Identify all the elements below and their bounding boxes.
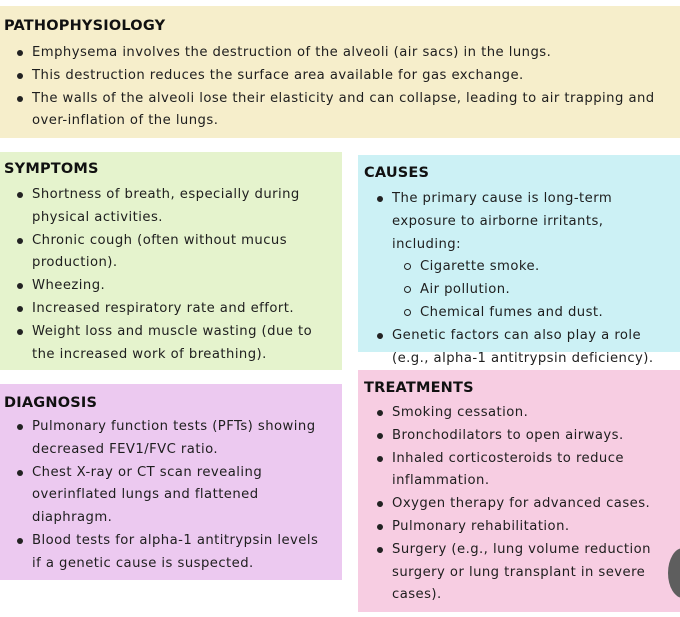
list-item: This destruction reduces the surface area available for gas exchange. bbox=[4, 65, 674, 88]
treatments-card bbox=[358, 370, 680, 612]
list-item: Chest X-ray or CT scan revealing overinflated lungs and flattened diaphragm. bbox=[4, 462, 326, 530]
list-item: Pulmonary function tests (PFTs) showing decreased FEV1/FVC ratio. bbox=[4, 416, 326, 462]
list-item: Oxygen therapy for advanced cases. bbox=[364, 493, 654, 516]
sub-list-item: Air pollution. bbox=[364, 279, 676, 302]
list-item: Surgery (e.g., lung volume reduction surgery or lung transplant in severe cases). bbox=[364, 539, 654, 607]
symptoms-list bbox=[4, 184, 314, 366]
symptoms-card bbox=[0, 152, 342, 370]
list-item: Increased respiratory rate and effort. bbox=[4, 298, 314, 321]
list-item: Smoking cessation. bbox=[364, 402, 654, 425]
list-item: The walls of the alveoli lose their elasticity and can collapse, leading to air trapping and over-inflation of the lungs. bbox=[4, 88, 674, 134]
pathophysiology-list bbox=[4, 42, 674, 133]
list-item: The primary cause is long-term exposure to airborne irritants, including: bbox=[364, 188, 676, 256]
sub-list-item: Chemical fumes and dust. bbox=[364, 302, 676, 325]
list-item: Weight loss and muscle wasting (due to the increased work of breathing). bbox=[4, 321, 314, 367]
pathophysiology-card bbox=[0, 6, 680, 138]
list-item: Shortness of breath, especially during physical activities. bbox=[4, 184, 314, 230]
symptoms-title: SYMPTOMS bbox=[4, 161, 99, 177]
diagnosis-card bbox=[0, 384, 342, 580]
causes-card bbox=[358, 155, 680, 366]
list-item: Chronic cough (often without mucus production). bbox=[4, 230, 314, 276]
diagnosis-title: DIAGNOSIS bbox=[4, 395, 98, 411]
list-item: Wheezing. bbox=[4, 275, 314, 298]
list-item: Pulmonary rehabilitation. bbox=[364, 516, 654, 539]
causes-list bbox=[364, 188, 676, 370]
treatments-list bbox=[364, 402, 654, 607]
list-item: Emphysema involves the destruction of the alveoli (air sacs) in the lungs. bbox=[4, 42, 674, 65]
list-item: Genetic factors can also play a role (e.g., alpha-1 antitrypsin deficiency). bbox=[364, 325, 676, 371]
list-item: Inhaled corticosteroids to reduce inflammation. bbox=[364, 448, 654, 494]
list-item: Blood tests for alpha-1 antitrypsin levels if a genetic cause is suspected. bbox=[4, 530, 326, 576]
treatments-title: TREATMENTS bbox=[364, 380, 474, 396]
list-item: Bronchodilators to open airways. bbox=[364, 425, 654, 448]
causes-title: CAUSES bbox=[364, 165, 430, 181]
diagnosis-list bbox=[4, 416, 326, 576]
pathophysiology-title: PATHOPHYSIOLOGY bbox=[4, 18, 166, 34]
sub-list-item: Cigarette smoke. bbox=[364, 256, 676, 279]
